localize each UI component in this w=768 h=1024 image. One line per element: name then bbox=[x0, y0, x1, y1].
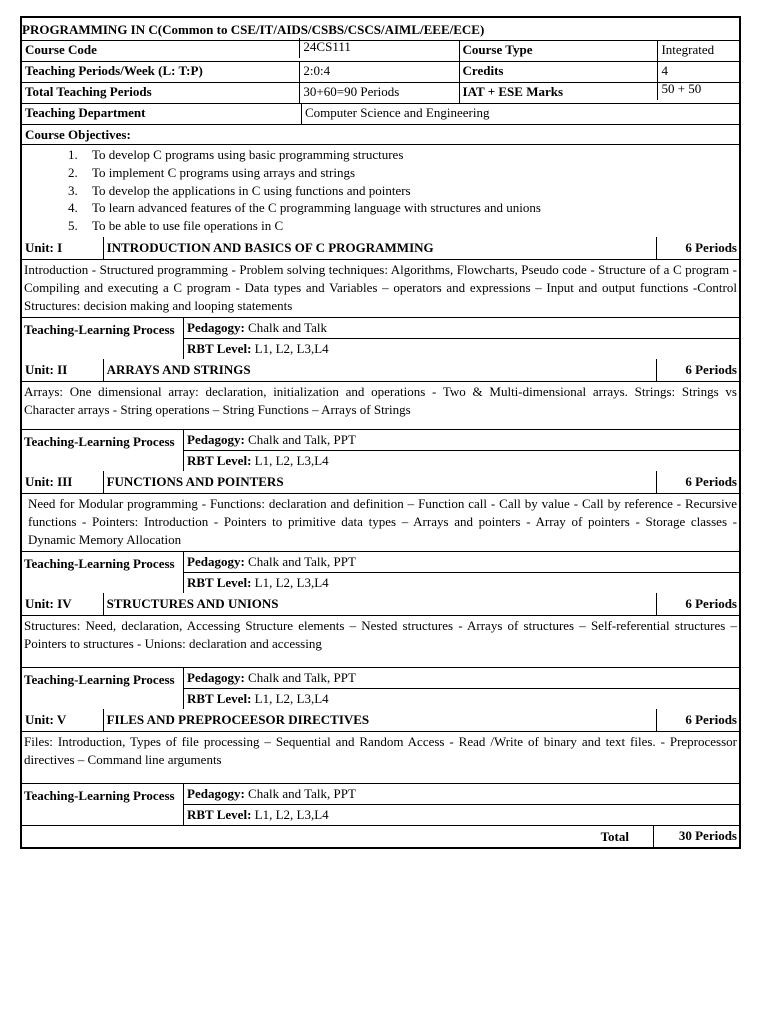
pedagogy-line bbox=[184, 552, 739, 572]
objective-item bbox=[68, 199, 541, 217]
unit-number: Unit: III bbox=[25, 474, 73, 490]
objective-text: To develop C programs using basic programming structures bbox=[92, 147, 404, 162]
unit-section bbox=[22, 471, 739, 593]
unit-description-text: Need for Modular programming - Functions: declaration and definition – Function call - Call by value - Call by reference - Recursive functions - Pointers: Introduction - Pointers to primitive data types – Arrays and pointers - Array of pointers - Storage classes - Dynamic Memory Allocation bbox=[28, 495, 737, 547]
unit-section bbox=[22, 593, 739, 709]
unit-title: FUNCTIONS AND POINTERS bbox=[103, 471, 657, 493]
objective-text: To develop the applications in C using functions and pointers bbox=[92, 182, 411, 198]
rbt-label: RBT Level: bbox=[187, 452, 252, 468]
objective-item bbox=[68, 164, 541, 182]
teaching-learning-label: Teaching-Learning Process bbox=[24, 555, 175, 571]
objective-item bbox=[68, 182, 541, 200]
teaching-learning-details bbox=[183, 784, 739, 825]
unit-description bbox=[22, 731, 739, 783]
teaching-learning-row bbox=[22, 551, 739, 593]
rbt-line bbox=[184, 572, 739, 593]
teaching-learning-details bbox=[183, 668, 739, 709]
total-periods-label: Total Teaching Periods bbox=[25, 84, 152, 99]
teaching-learning-details bbox=[183, 430, 739, 471]
objectives-list-row bbox=[22, 144, 739, 237]
marks-value: 50 + 50 bbox=[657, 80, 739, 100]
pedagogy-value: Chalk and Talk, PPT bbox=[248, 669, 356, 685]
unit-header-row bbox=[22, 709, 739, 731]
objective-item bbox=[68, 217, 541, 235]
objective-text: To be able to use file operations in C bbox=[92, 218, 284, 234]
rbt-value: L1, L2, L3,L4 bbox=[254, 452, 329, 468]
course-subtitle: (Common to CSE/IT/AIDS/CSBS/CSCS/AIML/EEE/ECE) bbox=[157, 22, 485, 37]
objective-text: To learn advanced features of the C programming language with structures and unions bbox=[92, 200, 541, 216]
objectives-heading: Course Objectives: bbox=[22, 124, 739, 144]
objective-number: 5. bbox=[68, 218, 78, 234]
pedagogy-label: Pedagogy: bbox=[187, 553, 245, 569]
rbt-line bbox=[184, 450, 739, 471]
unit-section bbox=[22, 709, 739, 825]
unit-description-text: Files: Introduction, Types of file processing – Sequential and Random Access - Read /Write of binary and text files. - Preprocessor directives – Command line arguments bbox=[24, 733, 737, 767]
course-title-block bbox=[22, 18, 739, 40]
pedagogy-line bbox=[184, 784, 739, 804]
info-row bbox=[22, 40, 739, 61]
department-label: Teaching Department bbox=[25, 105, 146, 120]
teaching-learning-label: Teaching-Learning Process bbox=[24, 787, 175, 803]
objective-text: To implement C programs using arrays and strings bbox=[92, 164, 356, 180]
rbt-line bbox=[184, 804, 739, 825]
info-row bbox=[22, 82, 739, 103]
teaching-learning-row bbox=[22, 429, 739, 471]
objective-number: 2. bbox=[68, 164, 78, 180]
unit-periods: 6 Periods bbox=[656, 593, 739, 615]
pedagogy-value: Chalk and Talk bbox=[248, 319, 328, 335]
unit-title: ARRAYS AND STRINGS bbox=[103, 359, 657, 381]
unit-title: FILES AND PREPROCEESOR DIRECTIVES bbox=[103, 709, 657, 731]
unit-title: INTRODUCTION AND BASICS OF C PROGRAMMING bbox=[103, 237, 657, 259]
pedagogy-line bbox=[184, 318, 739, 338]
course-code-value: 24CS111 bbox=[299, 38, 458, 58]
course-code-label: Course Code bbox=[25, 42, 97, 57]
teaching-learning-label: Teaching-Learning Process bbox=[24, 433, 175, 449]
credits-label: Credits bbox=[459, 62, 658, 82]
rbt-value: L1, L2, L3,L4 bbox=[254, 690, 329, 706]
objective-number: 4. bbox=[68, 200, 78, 216]
course-title: PROGRAMMING IN C bbox=[22, 22, 158, 37]
marks-label: IAT + ESE Marks bbox=[459, 83, 658, 103]
unit-section bbox=[22, 359, 739, 471]
pedagogy-line bbox=[184, 430, 739, 450]
total-label: Total bbox=[600, 828, 629, 844]
department-row bbox=[22, 103, 739, 124]
unit-header-row bbox=[22, 593, 739, 615]
teaching-learning-details bbox=[183, 552, 739, 593]
pedagogy-label: Pedagogy: bbox=[187, 431, 245, 447]
unit-periods: 6 Periods bbox=[656, 237, 739, 259]
unit-periods: 6 Periods bbox=[656, 359, 739, 381]
course-type-value: Integrated bbox=[657, 41, 739, 61]
unit-periods: 6 Periods bbox=[656, 471, 739, 493]
syllabus-table bbox=[20, 16, 741, 849]
unit-description bbox=[22, 259, 739, 317]
unit-number: Unit: IV bbox=[25, 596, 72, 612]
teaching-learning-row bbox=[22, 317, 739, 359]
unit-periods: 6 Periods bbox=[656, 709, 739, 731]
teaching-learning-label: Teaching-Learning Process bbox=[24, 321, 175, 337]
unit-description-text: Arrays: One dimensional array: declaration, initialization and operations - Two & Multi-dimensional arrays. Strings: Strings vs Character arrays - String operations – String Functions – Arrays of Strings bbox=[24, 383, 737, 417]
objective-number: 3. bbox=[68, 182, 78, 198]
unit-header-row bbox=[22, 237, 739, 259]
teaching-periods-label: Teaching Periods/Week (L: T:P) bbox=[25, 63, 203, 78]
unit-number: Unit: II bbox=[25, 362, 68, 378]
rbt-label: RBT Level: bbox=[187, 806, 252, 822]
rbt-line bbox=[184, 688, 739, 709]
teaching-learning-label: Teaching-Learning Process bbox=[24, 671, 175, 687]
pedagogy-value: Chalk and Talk, PPT bbox=[248, 785, 356, 801]
total-periods-value: 30+60=90 Periods bbox=[299, 83, 458, 103]
teaching-learning-row bbox=[22, 783, 739, 825]
unit-description-text: Introduction - Structured programming - Problem solving techniques: Algorithms, Flowcharts, Pseudo code - Structure of a C program - Compiling and executing a C program - Data types and Variables – operators and expressions – Input and output functions -Control Structures: decision making and looping statements bbox=[24, 261, 737, 313]
total-row bbox=[22, 825, 739, 847]
unit-number: Unit: I bbox=[25, 240, 63, 256]
teaching-periods-value: 2:0:4 bbox=[299, 62, 458, 82]
rbt-label: RBT Level: bbox=[187, 574, 252, 590]
rbt-line bbox=[184, 338, 739, 359]
objective-item bbox=[68, 146, 541, 164]
objectives-list bbox=[22, 146, 541, 235]
rbt-value: L1, L2, L3,L4 bbox=[254, 574, 329, 590]
objective-number: 1. bbox=[68, 147, 78, 162]
rbt-label: RBT Level: bbox=[187, 340, 252, 356]
unit-header-row bbox=[22, 471, 739, 493]
unit-description bbox=[22, 493, 739, 551]
unit-description bbox=[22, 615, 739, 667]
unit-description bbox=[22, 381, 739, 429]
department-value: Computer Science and Engineering bbox=[301, 104, 739, 124]
course-type-label: Course Type bbox=[459, 41, 658, 61]
pedagogy-label: Pedagogy: bbox=[187, 319, 245, 335]
rbt-value: L1, L2, L3,L4 bbox=[254, 806, 329, 822]
teaching-learning-details bbox=[183, 318, 739, 359]
pedagogy-line bbox=[184, 668, 739, 688]
total-value: 30 Periods bbox=[653, 825, 739, 847]
unit-title: STRUCTURES AND UNIONS bbox=[103, 593, 657, 615]
unit-header-row bbox=[22, 359, 739, 381]
pedagogy-value: Chalk and Talk, PPT bbox=[248, 553, 356, 569]
rbt-value: L1, L2, L3,L4 bbox=[254, 340, 329, 356]
unit-description-text: Structures: Need, declaration, Accessing Structure elements – Nested structures - Arrays of structures – Self-referential structures – Pointers to structures - Unions: declaration and accessing bbox=[24, 617, 737, 651]
unit-section bbox=[22, 237, 739, 359]
credits-value: 4 bbox=[657, 62, 739, 82]
pedagogy-value: Chalk and Talk, PPT bbox=[248, 431, 356, 447]
unit-number: Unit: V bbox=[25, 712, 67, 728]
pedagogy-label: Pedagogy: bbox=[187, 785, 245, 801]
info-row bbox=[22, 61, 739, 82]
pedagogy-label: Pedagogy: bbox=[187, 669, 245, 685]
rbt-label: RBT Level: bbox=[187, 690, 252, 706]
teaching-learning-row bbox=[22, 667, 739, 709]
units-container bbox=[22, 237, 739, 825]
